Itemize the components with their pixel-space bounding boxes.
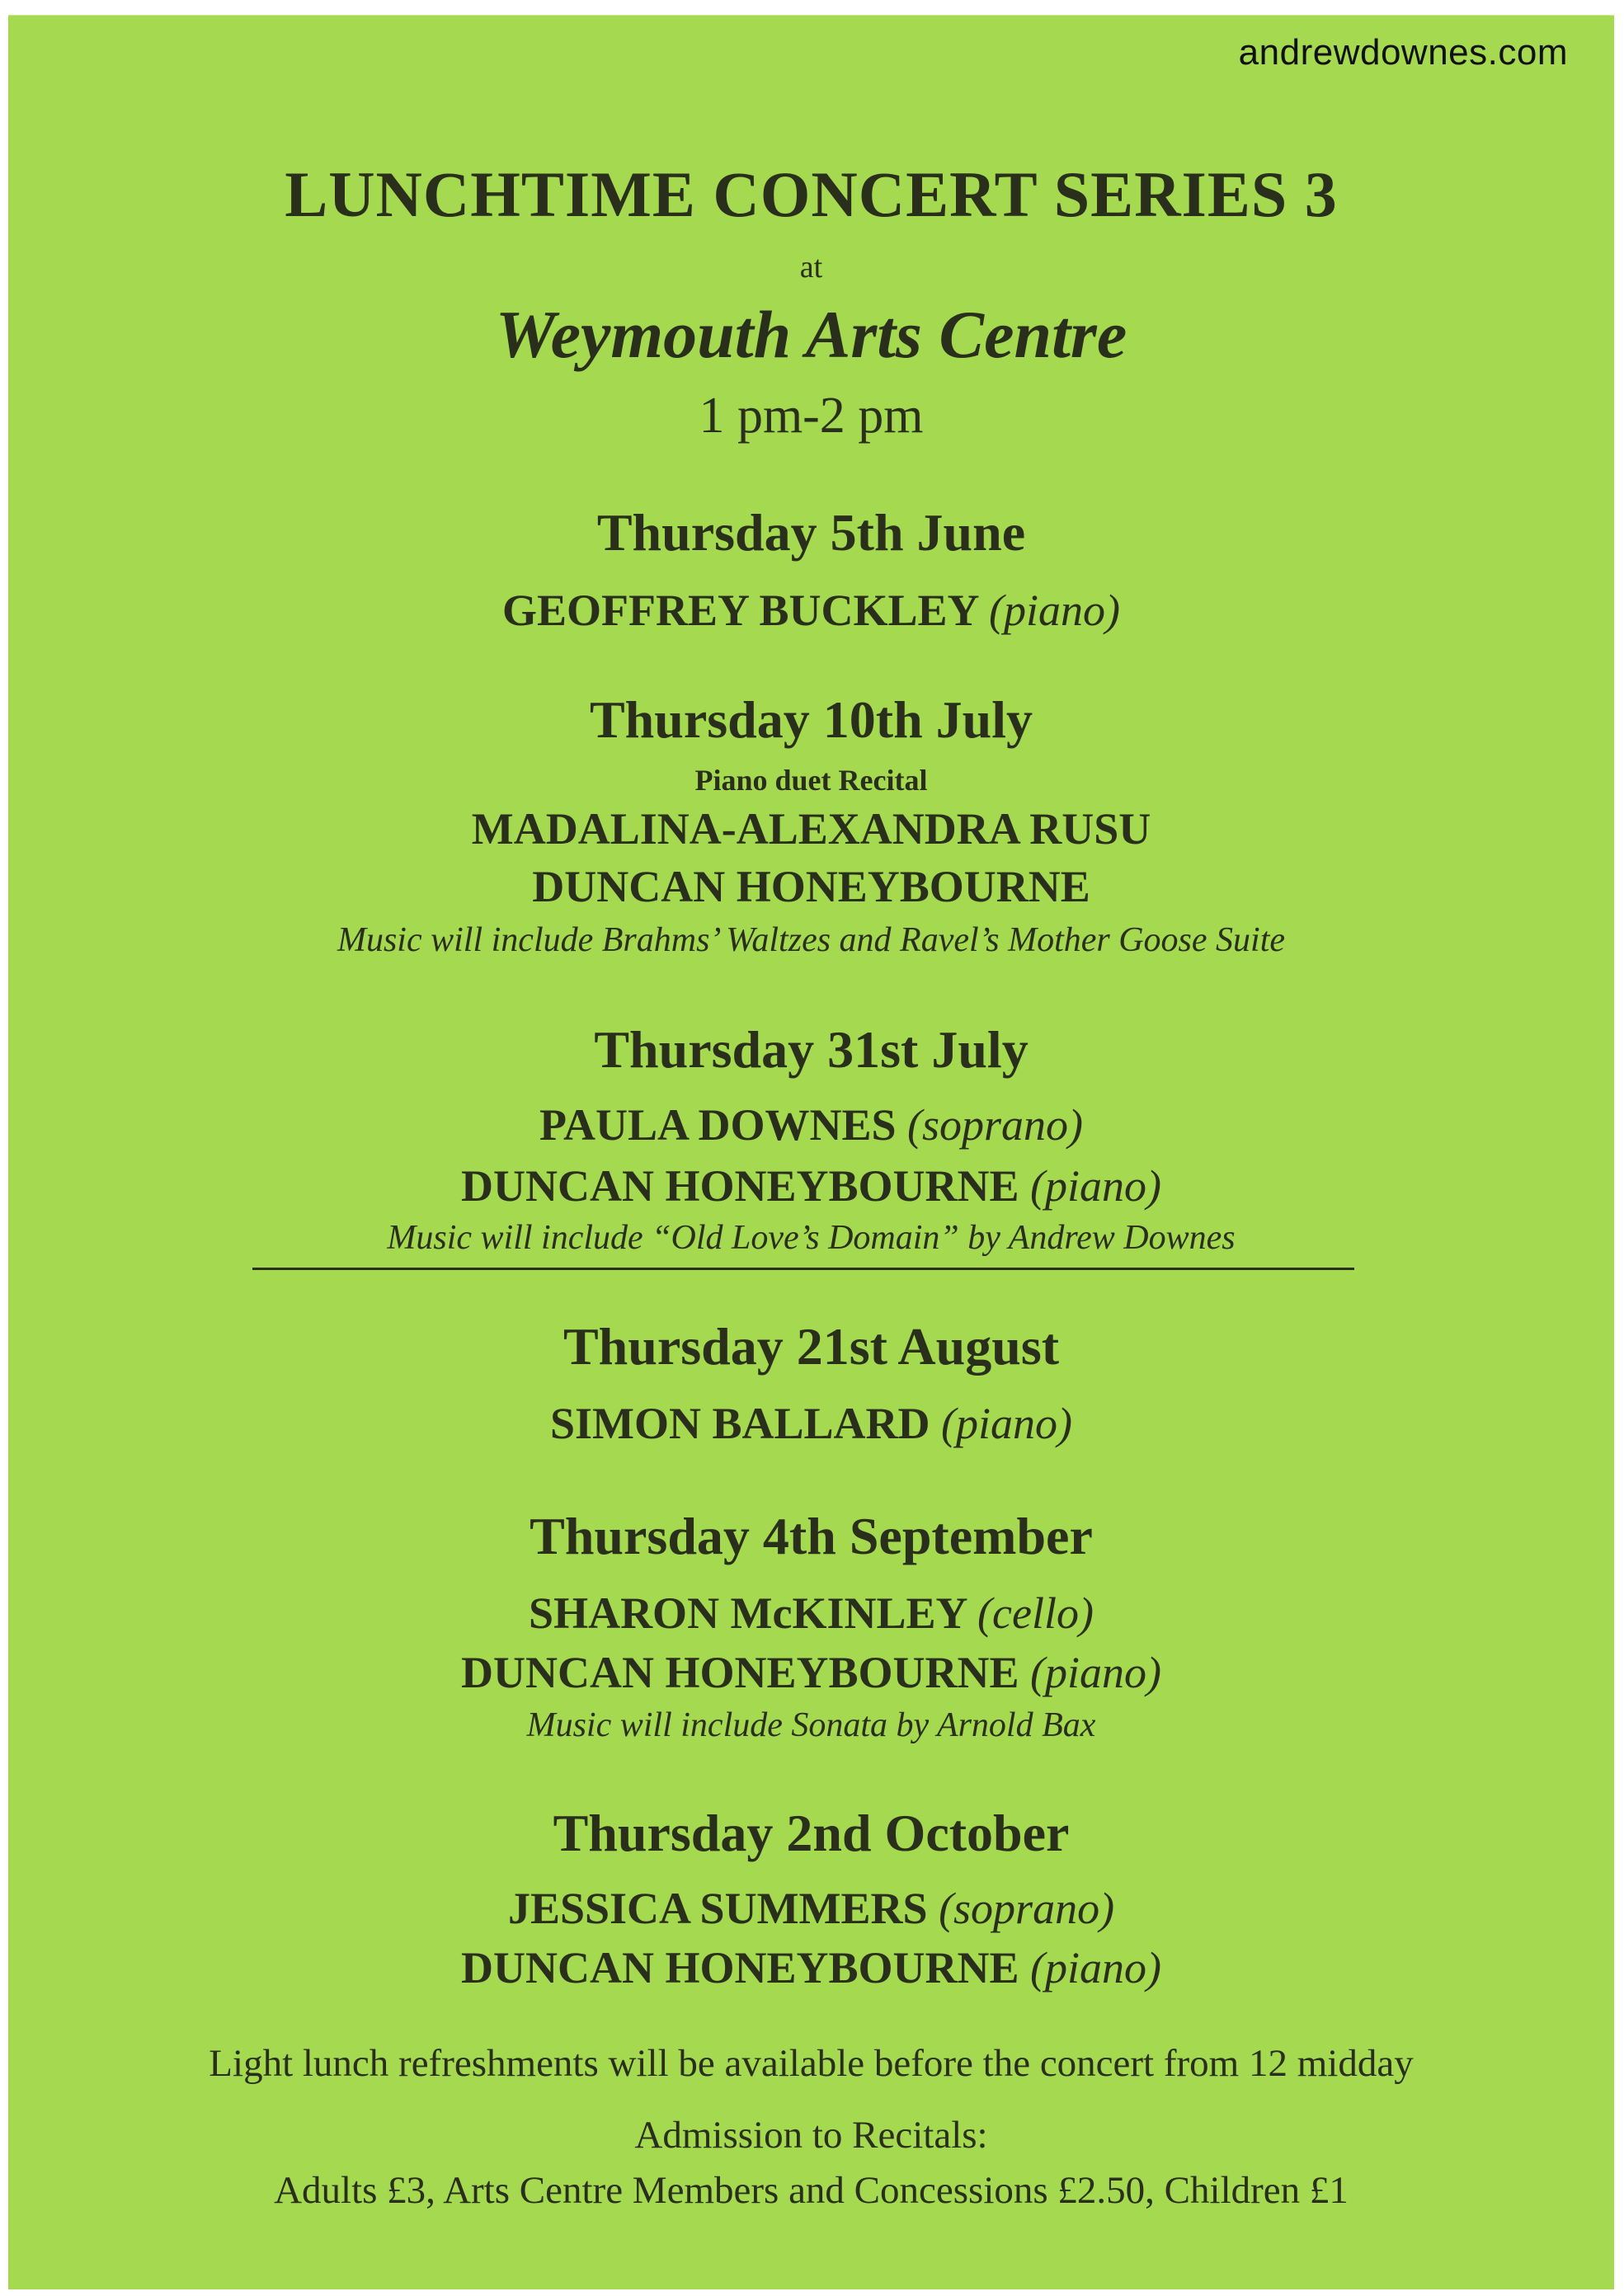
performer-name: MADALINA-ALEXANDRA RUSU: [471, 804, 1151, 854]
poster-title: LUNCHTIME CONCERT SERIES 3: [285, 158, 1338, 230]
performer-name: DUNCAN HONEYBOURNE: [461, 1161, 1019, 1211]
performer-instrument: (piano): [1030, 1648, 1161, 1697]
performer-instrument: (soprano): [939, 1884, 1115, 1933]
concert-date: Thursday 10th July: [589, 690, 1033, 749]
concert-date: Thursday 5th June: [596, 503, 1026, 562]
performer-instrument: (piano): [1030, 1943, 1161, 1993]
performer-instrument: (piano): [1030, 1161, 1161, 1211]
performer-name: DUNCAN HONEYBOURNE: [461, 1943, 1019, 1993]
concert-note: Music will include “Old Love’s Domain” by Andrew Downes: [387, 1219, 1236, 1257]
performer-line: [8, 1099, 1614, 1150]
at-label: at: [799, 250, 823, 285]
concert-poster: [8, 15, 1614, 2289]
performer-line: [8, 1588, 1614, 1639]
performer-line: [8, 1883, 1614, 1934]
refreshments-notice: Light lunch refreshments will be available before the concert from 12 midday: [209, 2042, 1414, 2085]
performer-name: PAULA DOWNES: [539, 1100, 897, 1150]
venue-name: Weymouth Arts Centre: [495, 297, 1127, 372]
performer-line: [8, 1647, 1614, 1698]
concert-date: Thursday 31st July: [594, 1020, 1029, 1079]
performer-name: SHARON McKINLEY: [529, 1588, 967, 1638]
concert-time: 1 pm-2 pm: [699, 388, 924, 444]
performer-line: [8, 861, 1614, 912]
website-label: andrewdownes.com: [1238, 32, 1568, 73]
performer-name: JESSICA SUMMERS: [507, 1884, 928, 1933]
performer-line: [8, 1398, 1614, 1449]
performer-name: DUNCAN HONEYBOURNE: [461, 1648, 1019, 1697]
performer-instrument: (piano): [941, 1399, 1073, 1448]
performer-line: [8, 1942, 1614, 1993]
performer-line: [8, 1160, 1614, 1212]
concert-date: Thursday 21st August: [563, 1317, 1060, 1376]
performer-name: DUNCAN HONEYBOURNE: [532, 862, 1090, 911]
performer-name: GEOFFREY BUCKLEY: [501, 586, 978, 635]
performer-instrument: (soprano): [907, 1100, 1084, 1150]
performer-instrument: (cello): [977, 1588, 1094, 1638]
concert-note: Music will include Brahms’ Waltzes and Ravel’s Mother Goose Suite: [337, 921, 1286, 959]
performer-instrument: (piano): [989, 586, 1120, 635]
concert-note: Music will include Sonata by Arnold Bax: [526, 1706, 1096, 1744]
performer-line: [8, 585, 1614, 636]
performer-line: [8, 803, 1614, 854]
admission-prices: Adults £3, Arts Centre Members and Concessions £2.50, Children £1: [274, 2169, 1349, 2212]
concert-date: Thursday 4th September: [530, 1507, 1093, 1565]
concert-date: Thursday 2nd October: [553, 1804, 1070, 1862]
performer-name: SIMON BALLARD: [549, 1399, 930, 1448]
section-divider: [252, 1268, 1354, 1270]
admission-heading: Admission to Recitals:: [634, 2114, 988, 2157]
concert-subtitle: Piano duet Recital: [694, 764, 928, 797]
